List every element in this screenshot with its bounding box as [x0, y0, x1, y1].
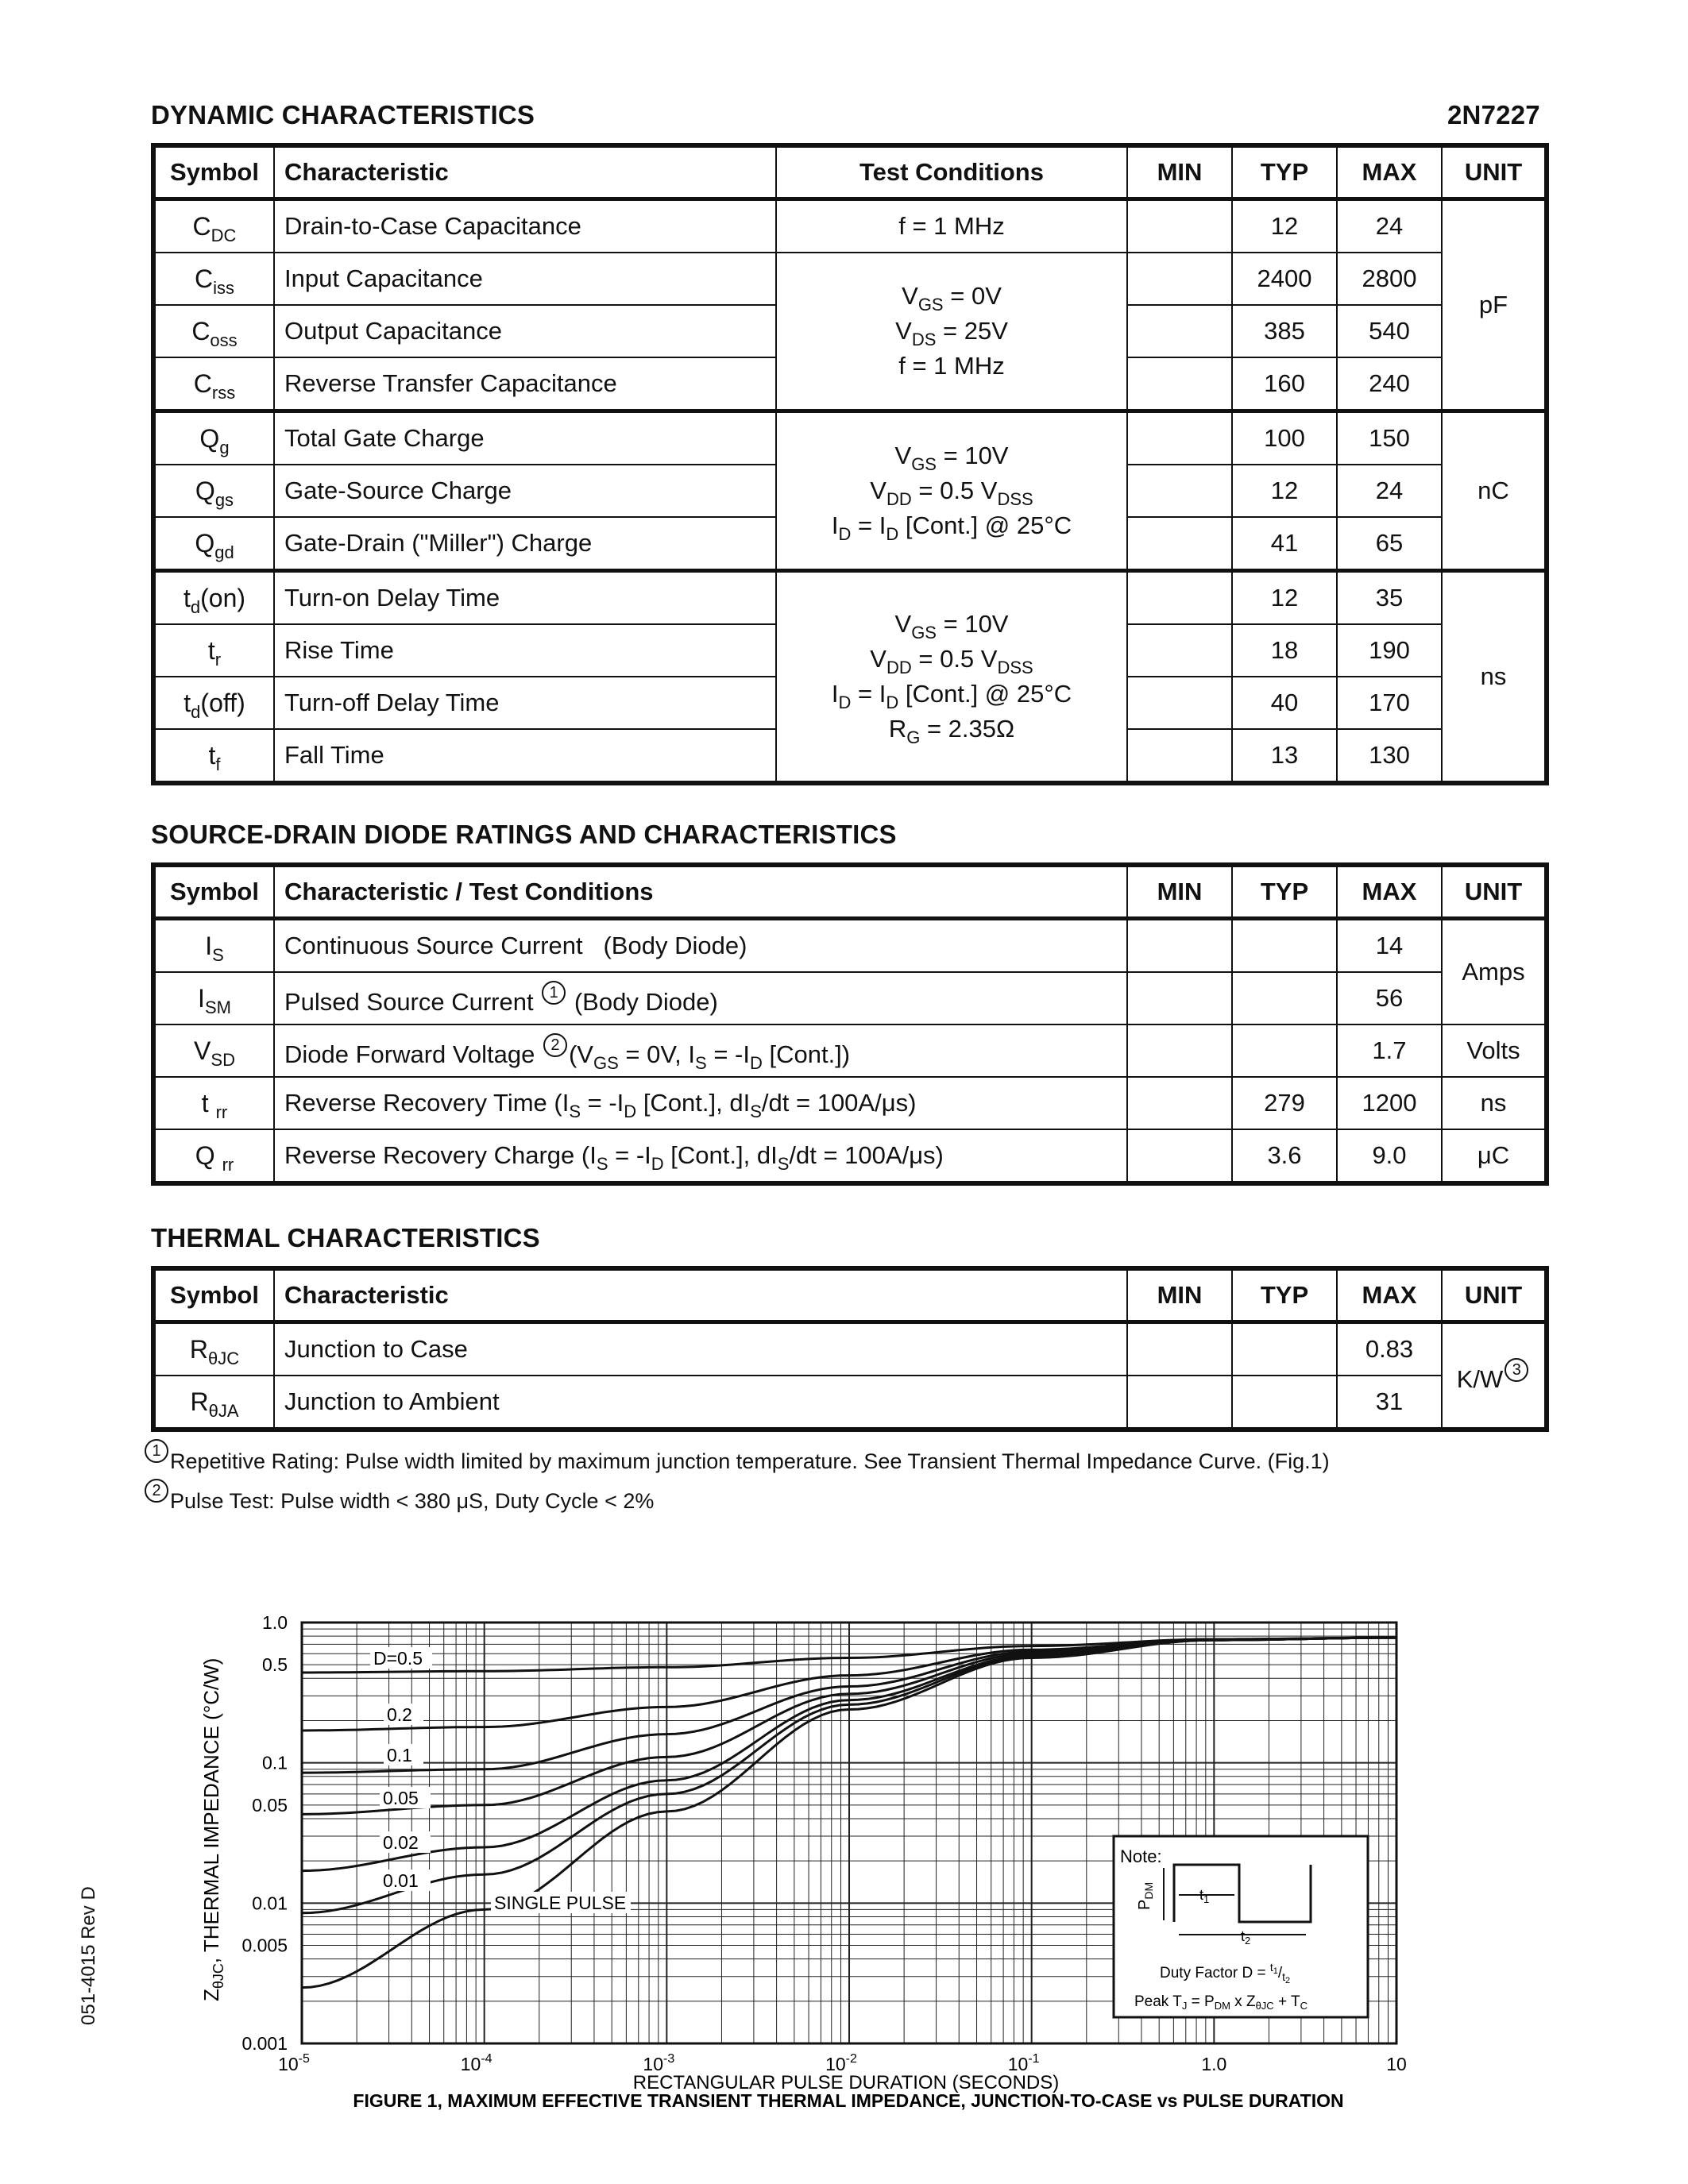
col-symbol: Symbol: [153, 145, 274, 199]
symbol-cell: $I_S$: [153, 919, 274, 973]
characteristic-cell: Input Capacitance: [274, 253, 776, 305]
col-unit: UNIT: [1442, 1268, 1547, 1322]
x-tick-label: $10^{-4}$: [460, 2052, 492, 2074]
series-label: 0.2: [387, 1704, 412, 1725]
unit-cell: ns: [1442, 1077, 1547, 1129]
symbol-cell: $C_{rss}$: [153, 357, 274, 411]
typ-cell: 41: [1232, 517, 1337, 571]
symbol-cell: $R_{\theta JC}$: [153, 1322, 274, 1376]
max-cell: 150: [1337, 411, 1442, 465]
symbol-cell: $R_{\theta JA}$: [153, 1376, 274, 1430]
characteristic-cell: Turn-off Delay Time: [274, 677, 776, 729]
test-condition-cell: $V_{GS} = 10V$ $V_{DD} = 0.5$ $V_{DSS}$ $I_D = I_D$ [Cont.] @ 25°C $R_G = 2.35\Omega$: [776, 571, 1127, 784]
symbol-cell: $I_{SM}$: [153, 972, 274, 1024]
symbol-cell: $C_{oss}$: [153, 305, 274, 357]
col-unit: UNIT: [1442, 145, 1547, 199]
symbol-cell: $t_d(off)$: [153, 677, 274, 729]
note-t2: $t_2$: [1241, 1928, 1251, 1947]
max-cell: 0.83: [1337, 1322, 1442, 1376]
symbol-cell: $t_r$: [153, 624, 274, 677]
symbol-cell: t $_{rr}$: [153, 1077, 274, 1129]
footnote-1-marker: 1: [145, 1439, 168, 1463]
col-max: MAX: [1337, 865, 1442, 919]
max-cell: 14: [1337, 919, 1442, 973]
series-label: 0.02: [383, 1832, 419, 1853]
max-cell: 35: [1337, 571, 1442, 625]
characteristic-cell: Fall Time: [274, 729, 776, 783]
max-cell: 9.0: [1337, 1129, 1442, 1183]
characteristic-cell: Gate-Source Charge: [274, 465, 776, 517]
col-min: MIN: [1127, 145, 1232, 199]
characteristic-cell: Reverse Recovery Time ($I_S = -I_D$ [Cont.], $dI_S/dt = 100A/\mu s$): [274, 1077, 1127, 1129]
part-number: 2N7227: [1447, 100, 1540, 129]
document-revision: 051-4015 Rev D: [78, 1886, 99, 2025]
series-label: D=0.5: [373, 1648, 423, 1669]
section-title-diode: SOURCE-DRAIN DIODE RATINGS AND CHARACTERISTICS: [151, 820, 897, 849]
footnote-1-marker: 1: [542, 981, 566, 1005]
y-tick-label: 0.5: [262, 1654, 288, 1676]
footnote-2-marker: 2: [543, 1033, 567, 1057]
x-tick-label: 1.0: [1201, 2054, 1227, 2074]
characteristic-cell: Gate-Drain ("Miller") Charge: [274, 517, 776, 571]
test-condition-cell: $V_{GS} = 10V$ $V_{DD} = 0.5$ $V_{DSS}$ $I_D = I_D$ [Cont.] @ 25°C: [776, 411, 1127, 571]
note-duty-factor: Duty Factor $D = ^t1/_t2$: [1160, 1961, 1291, 1985]
footnote-2: 2 Pulse Test: Pulse width < 380 μS, Duty Cycle < 2%: [143, 1479, 654, 1514]
symbol-cell: $Q_g$: [153, 411, 274, 465]
symbol-cell: $Q_{gs}$: [153, 465, 274, 517]
col-typ: TYP: [1232, 1268, 1337, 1322]
symbol-cell: $Q_{gd}$: [153, 517, 274, 571]
typ-cell: 2400: [1232, 253, 1337, 305]
unit-cell: pF: [1442, 199, 1547, 411]
typ-cell: 279: [1232, 1077, 1337, 1129]
symbol-cell: $C_{DC}$: [153, 199, 274, 253]
typ-cell: 18: [1232, 624, 1337, 677]
max-cell: 31: [1337, 1376, 1442, 1430]
characteristic-cell: Junction to Case: [274, 1322, 1127, 1376]
y-tick-label: 0.005: [241, 1935, 288, 1956]
unit-cell: K/W 3: [1442, 1322, 1547, 1430]
col-characteristic: Characteristic: [274, 145, 776, 199]
note-peak: Peak $T_J = P_{DM}$ x $Z_{\theta JC} + T_C$: [1134, 1993, 1308, 2012]
col-unit: UNIT: [1442, 865, 1547, 919]
col-symbol: Symbol: [153, 1268, 274, 1322]
max-cell: 540: [1337, 305, 1442, 357]
col-min: MIN: [1127, 1268, 1232, 1322]
y-tick-label: 1.0: [262, 1612, 288, 1633]
max-cell: 24: [1337, 199, 1442, 253]
y-tick-label: 0.05: [252, 1794, 288, 1815]
y-tick-label: 0.1: [262, 1752, 288, 1773]
typ-cell: 12: [1232, 571, 1337, 625]
unit-cell: μC: [1442, 1129, 1547, 1183]
characteristic-cell: Turn-on Delay Time: [274, 571, 776, 625]
series-label: 0.1: [387, 1745, 412, 1765]
y-tick-label: 0.001: [241, 2033, 288, 2054]
footnote-3-marker: 3: [1505, 1358, 1528, 1382]
characteristic-cell: Continuous Source Current (Body Diode): [274, 919, 1127, 973]
x-axis-label: RECTANGULAR PULSE DURATION (SECONDS): [632, 2072, 1060, 2093]
unit-cell: ns: [1442, 571, 1547, 784]
x-tick-label: $10^{-2}$: [825, 2052, 857, 2074]
typ-cell: 40: [1232, 677, 1337, 729]
max-cell: 1.7: [1337, 1024, 1442, 1077]
max-cell: 240: [1337, 357, 1442, 411]
x-tick-label: $10^{-3}$: [643, 2052, 675, 2074]
max-cell: 2800: [1337, 253, 1442, 305]
symbol-cell: $t_f$: [153, 729, 274, 783]
col-characteristic: Characteristic: [274, 1268, 1127, 1322]
characteristic-cell: Rise Time: [274, 624, 776, 677]
figure-caption: FIGURE 1, MAXIMUM EFFECTIVE TRANSIENT THERMAL IMPEDANCE, JUNCTION-TO-CASE vs PULSE DURATION: [353, 2090, 1344, 2111]
footnote-1: 1 Repetitive Rating: Pulse width limited by maximum junction temperature. See Transient Thermal Impedance Curve. (Fig.1): [143, 1439, 1330, 1474]
typ-cell: 12: [1232, 199, 1337, 253]
characteristic-cell: Drain-to-Case Capacitance: [274, 199, 776, 253]
note-title: Note:: [1120, 1846, 1162, 1866]
col-symbol: Symbol: [153, 865, 274, 919]
characteristic-cell: Pulsed Source Current 1 (Body Diode): [274, 972, 1127, 1024]
section-title-dynamic: DYNAMIC CHARACTERISTICS: [151, 100, 535, 129]
typ-cell: 3.6: [1232, 1129, 1337, 1183]
x-tick-label: $10^{-1}$: [1007, 2052, 1040, 2074]
col-typ: TYP: [1232, 145, 1337, 199]
unit-cell: Amps: [1442, 919, 1547, 1025]
characteristic-cell: Total Gate Charge: [274, 411, 776, 465]
y-tick-label: 0.01: [252, 1893, 288, 1914]
section-title-thermal: THERMAL CHARACTERISTICS: [151, 1223, 540, 1252]
test-condition-cell: f = 1 MHz: [776, 199, 1127, 253]
series-label: 0.01: [383, 1870, 419, 1891]
max-cell: 130: [1337, 729, 1442, 783]
max-cell: 56: [1337, 972, 1442, 1024]
col-min: MIN: [1127, 865, 1232, 919]
typ-cell: 385: [1232, 305, 1337, 357]
col-characteristic: Characteristic / Test Conditions: [274, 865, 1127, 919]
max-cell: 1200: [1337, 1077, 1442, 1129]
symbol-cell: $V_{SD}$: [153, 1024, 274, 1077]
col-max: MAX: [1337, 145, 1442, 199]
symbol-cell: $t_d(on)$: [153, 571, 274, 625]
col-max: MAX: [1337, 1268, 1442, 1322]
max-cell: 24: [1337, 465, 1442, 517]
max-cell: 170: [1337, 677, 1442, 729]
characteristic-cell: Reverse Recovery Charge ($I_S = -I_D$ [Cont.], $dI_S/dt = 100A/\mu s$): [274, 1129, 1127, 1183]
typ-cell: 160: [1232, 357, 1337, 411]
test-condition-cell: $V_{GS} = 0V$ $V_{DS} = 25V$ f = 1 MHz: [776, 253, 1127, 411]
note-t1: $t_1$: [1199, 1887, 1210, 1905]
footnote-2-marker: 2: [145, 1479, 168, 1503]
characteristic-cell: Junction to Ambient: [274, 1376, 1127, 1430]
symbol-cell: $C_{iss}$: [153, 253, 274, 305]
characteristic-cell: Reverse Transfer Capacitance: [274, 357, 776, 411]
x-tick-label: $10^{-5}$: [278, 2052, 310, 2074]
characteristic-cell: Diode Forward Voltage 2 ($V_{GS} = 0V$, $I_S = -I_D$ [Cont.]): [274, 1024, 1127, 1077]
unit-cell: Volts: [1442, 1024, 1547, 1077]
characteristic-cell: Output Capacitance: [274, 305, 776, 357]
max-cell: 65: [1337, 517, 1442, 571]
typ-cell: 13: [1232, 729, 1337, 783]
unit-cell: nC: [1442, 411, 1547, 571]
x-tick-label: 10: [1386, 2054, 1407, 2074]
note-pdm: $P_{DM}$: [1136, 1881, 1155, 1910]
col-typ: TYP: [1232, 865, 1337, 919]
symbol-cell: Q $_{rr}$: [153, 1129, 274, 1183]
col-test-conditions: Test Conditions: [776, 145, 1127, 199]
typ-cell: 12: [1232, 465, 1337, 517]
typ-cell: 100: [1232, 411, 1337, 465]
series-label: 0.05: [383, 1788, 419, 1808]
series-label: SINGLE PULSE: [494, 1893, 627, 1913]
max-cell: 190: [1337, 624, 1442, 677]
y-axis-label: $Z_{\theta JC}$, THERMAL IMPEDANCE (°C/W): [199, 1657, 226, 2001]
